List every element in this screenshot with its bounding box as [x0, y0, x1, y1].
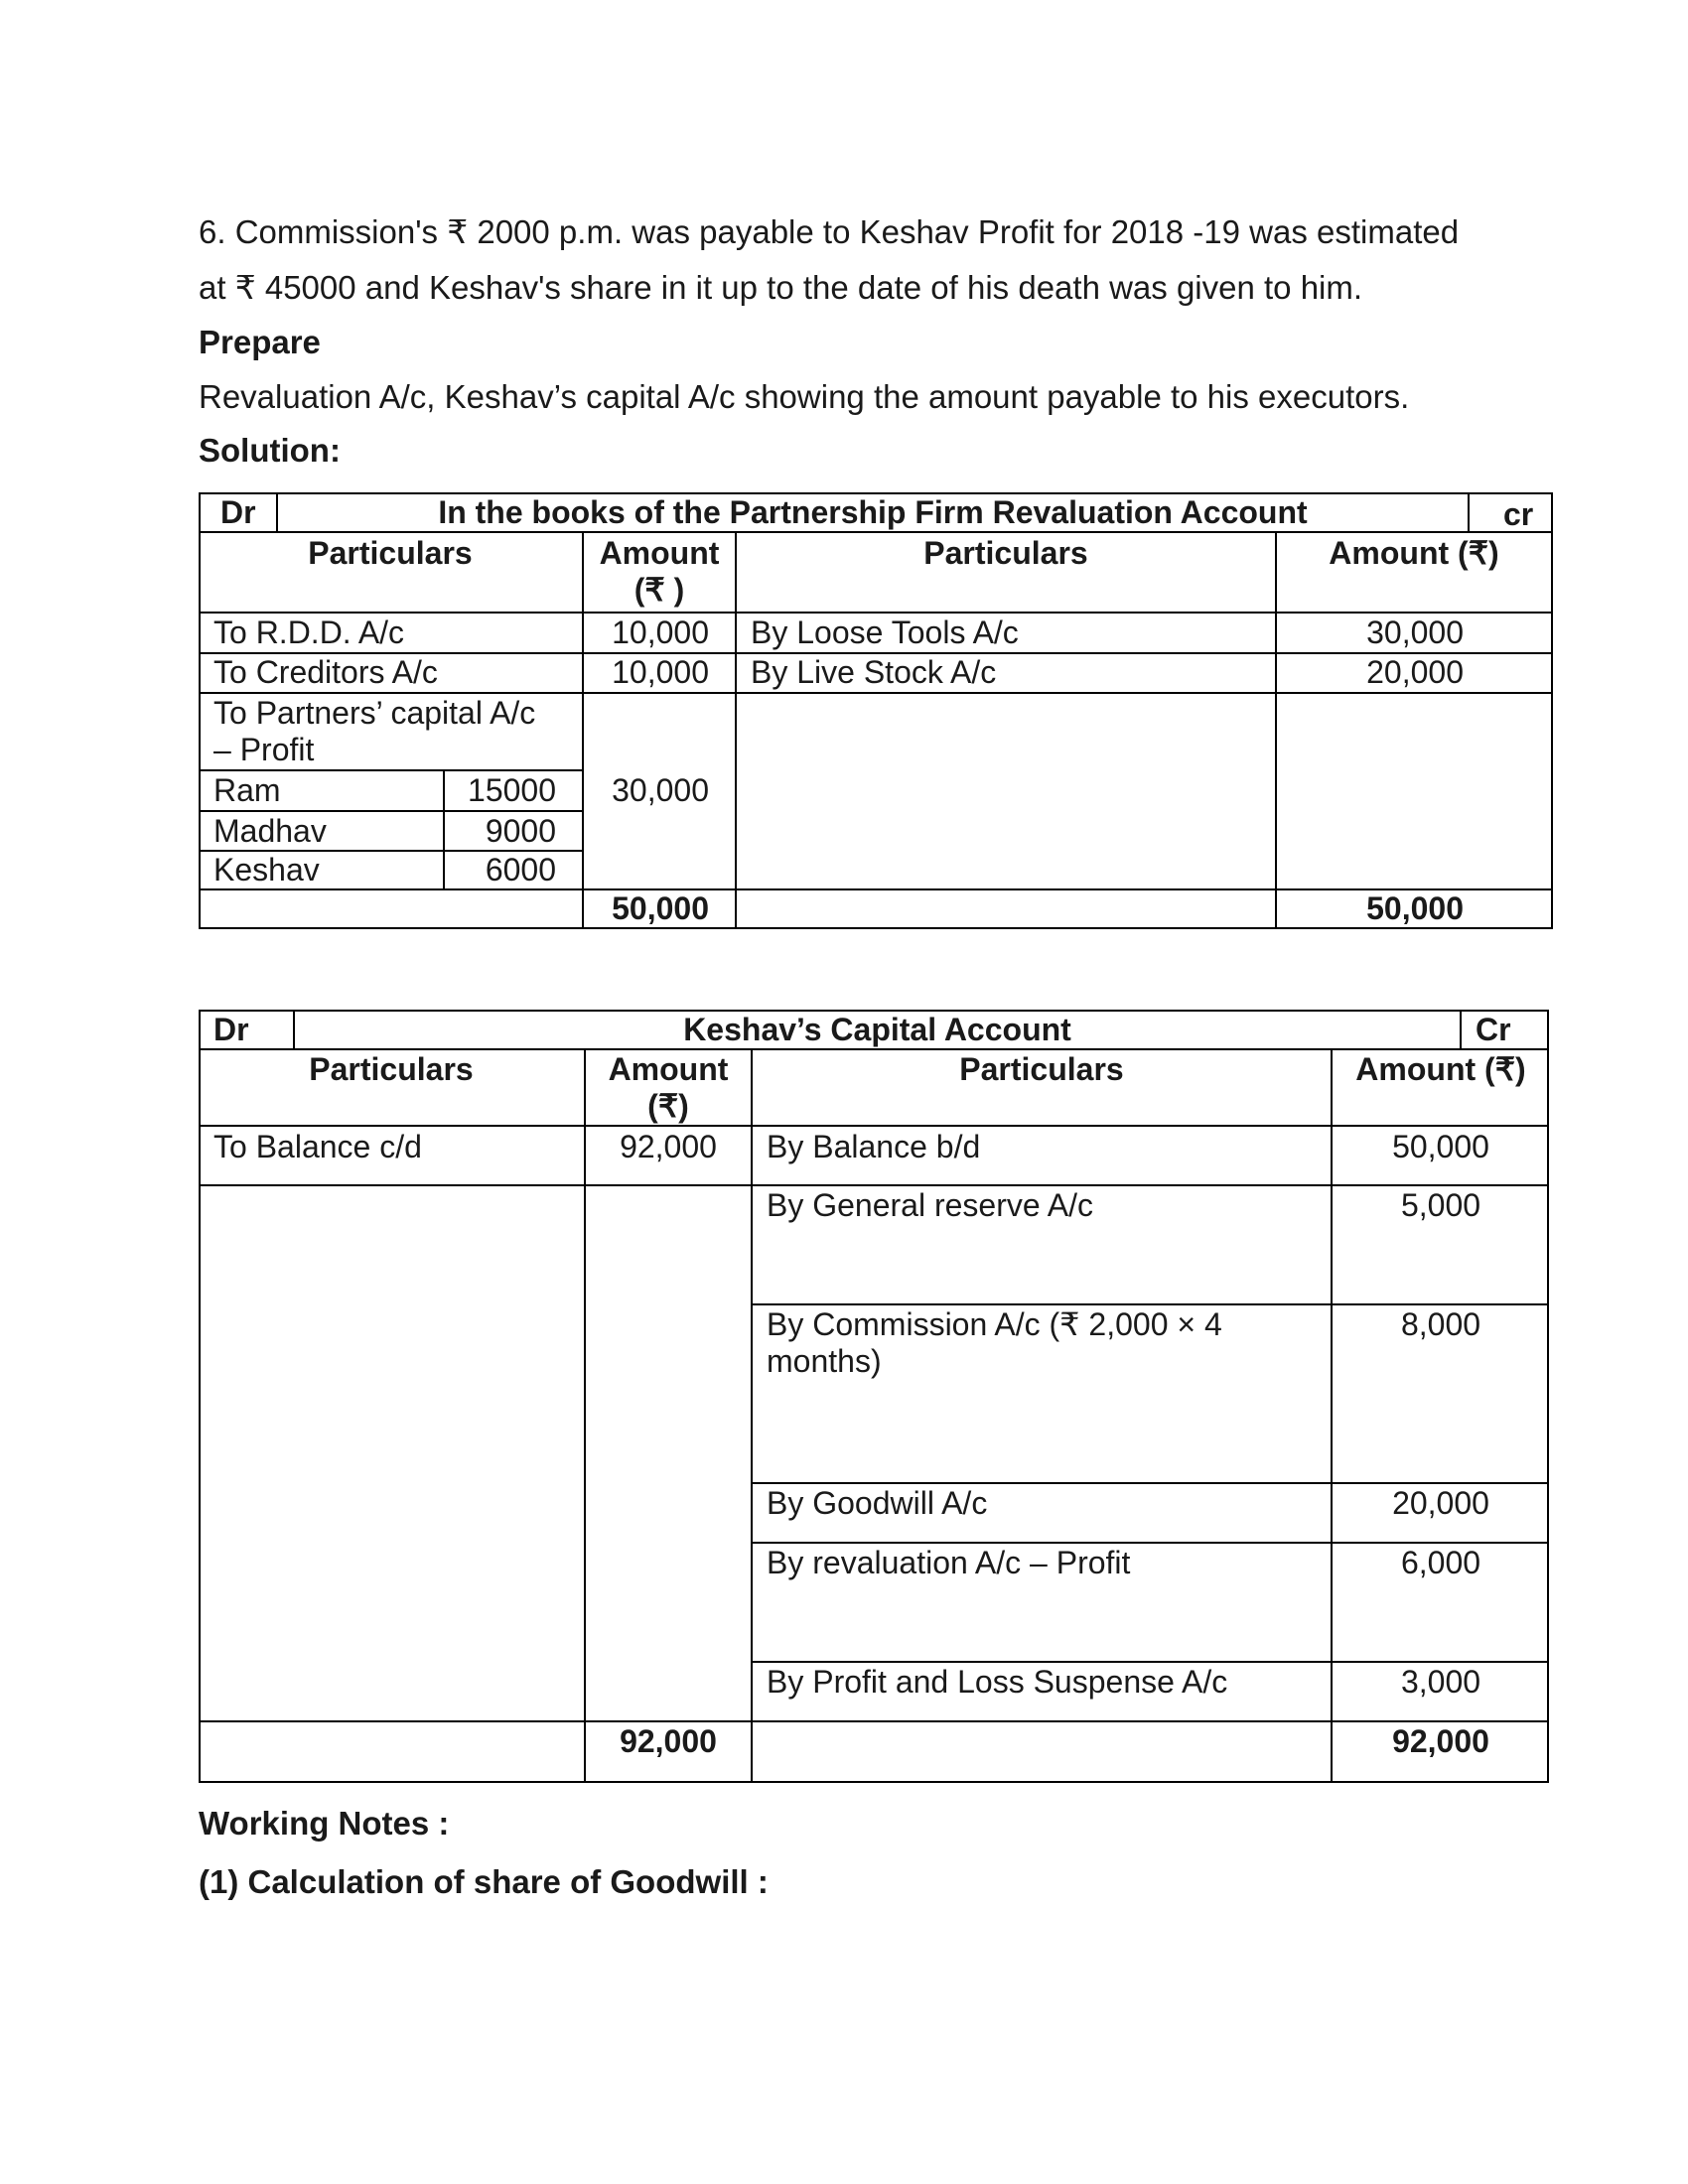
capital-left-item: To Balance c/d	[213, 1129, 422, 1164]
revaluation-header-amount-left: Amount	[599, 535, 720, 571]
capital-right-item: By General reserve A/c	[767, 1187, 1094, 1223]
capital-right-amount: 50,000	[1392, 1129, 1489, 1164]
capital-dr-label: Dr	[213, 1012, 249, 1047]
capital-header-amount-right: Amount (₹)	[1355, 1051, 1526, 1087]
revaluation-partners-line-1: To Partners’ capital A/c	[213, 695, 536, 731]
capital-right-item: By Balance b/d	[767, 1129, 981, 1164]
capital-right-amount: 3,000	[1400, 1664, 1481, 1700]
partner-share-keshav: 6000	[485, 852, 556, 887]
capital-header-particulars-left: Particulars	[309, 1051, 474, 1087]
capital-header-particulars-right: Particulars	[959, 1051, 1124, 1087]
prepare-text: Revaluation A/c, Keshav’s capital A/c showing the amount payable to his executors.	[199, 378, 1410, 415]
working-note-item-1: (1) Calculation of share of Goodwill :	[199, 1863, 769, 1900]
capital-left-amount: 92,000	[620, 1129, 717, 1164]
partner-name-madhav: Madhav	[213, 813, 327, 849]
capital-cr-label: Cr	[1476, 1012, 1511, 1047]
working-notes-heading: Working Notes :	[199, 1805, 450, 1842]
capital-title: Keshav’s Capital Account	[683, 1012, 1071, 1047]
partner-name-keshav: Keshav	[213, 852, 320, 887]
solution-heading: Solution:	[199, 432, 341, 469]
revaluation-left-item: To R.D.D. A/c	[213, 614, 405, 650]
prepare-heading: Prepare	[199, 324, 321, 360]
revaluation-total-left: 50,000	[612, 890, 709, 926]
capital-total-right: 92,000	[1392, 1723, 1489, 1759]
partner-share-madhav: 9000	[485, 813, 556, 849]
revaluation-left-amount: 10,000	[612, 614, 709, 650]
capital-right-item-continued: months)	[767, 1343, 882, 1379]
capital-right-amount: 8,000	[1400, 1306, 1481, 1342]
revaluation-right-amount: 30,000	[1366, 614, 1464, 650]
capital-right-item: By Profit and Loss Suspense A/c	[767, 1664, 1228, 1700]
capital-right-item: By Goodwill A/c	[767, 1485, 988, 1521]
revaluation-right-amount: 20,000	[1366, 654, 1464, 690]
revaluation-cr-label: cr	[1503, 496, 1534, 532]
revaluation-header-amount-right: Amount (₹)	[1329, 535, 1499, 571]
capital-right-amount: 5,000	[1400, 1187, 1481, 1223]
revaluation-left-item: To Creditors A/c	[213, 654, 438, 690]
revaluation-partners-total: 30,000	[612, 772, 709, 808]
capital-right-item: By Commission A/c (₹ 2,000 × 4	[767, 1306, 1222, 1342]
partner-share-ram: 15000	[468, 772, 556, 808]
intro-line-1: 6. Commission's ₹ 2000 p.m. was payable to Keshav Profit for 2018 -19 was estimated	[199, 213, 1460, 250]
revaluation-dr-label: Dr	[220, 494, 256, 530]
revaluation-right-item: By Live Stock A/c	[751, 654, 997, 690]
revaluation-right-item: By Loose Tools A/c	[751, 614, 1019, 650]
capital-right-amount: 20,000	[1392, 1485, 1489, 1521]
intro-line-2: at ₹ 45000 and Keshav's share in it up to the date of his death was given to him.	[199, 269, 1363, 306]
revaluation-title: In the books of the Partnership Firm Revaluation Account	[438, 494, 1308, 530]
revaluation-header-particulars-left: Particulars	[308, 535, 473, 571]
revaluation-total-right: 50,000	[1366, 890, 1464, 926]
revaluation-partners-line-2: – Profit	[213, 732, 315, 767]
capital-header-amount-left-unit: (₹)	[647, 1088, 689, 1124]
revaluation-header-amount-left-unit: (₹ )	[633, 572, 685, 608]
capital-right-item: By revaluation A/c – Profit	[767, 1545, 1131, 1580]
partner-name-ram: Ram	[213, 772, 281, 808]
revaluation-left-amount: 10,000	[612, 654, 709, 690]
capital-right-amount: 6,000	[1400, 1545, 1481, 1580]
capital-header-amount-left: Amount	[608, 1051, 729, 1087]
revaluation-header-particulars-right: Particulars	[923, 535, 1088, 571]
capital-total-left: 92,000	[620, 1723, 717, 1759]
